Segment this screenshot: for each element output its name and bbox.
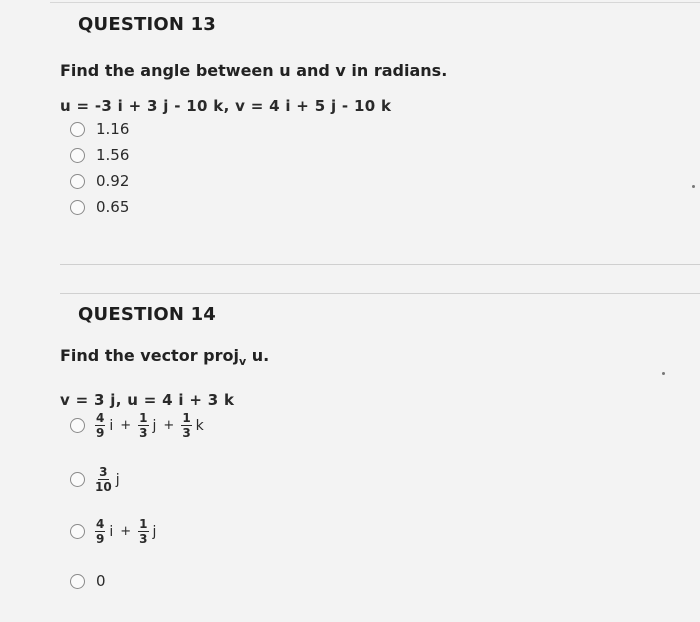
unit-vector: i: [109, 523, 114, 540]
radio-button[interactable]: [70, 524, 85, 539]
fraction: [138, 518, 148, 545]
prompt-subscript: v: [238, 355, 247, 369]
q13-option-2[interactable]: [70, 146, 129, 164]
unit-vector: j: [152, 523, 157, 540]
section-divider: [60, 264, 700, 265]
option-label: 1.16: [96, 120, 130, 138]
option-math: [93, 466, 122, 493]
denominator: 3: [139, 426, 148, 440]
question-13-title: QUESTION 13: [78, 14, 217, 35]
q13-option-4[interactable]: [70, 198, 129, 216]
plus-sign: +: [120, 418, 132, 433]
numerator: 1: [139, 517, 148, 531]
plus-sign: +: [120, 524, 132, 539]
denominator: 10: [95, 480, 112, 494]
stray-dot: [692, 185, 695, 188]
numerator: 1: [139, 411, 148, 425]
radio-button[interactable]: [70, 472, 85, 487]
fraction: [95, 466, 112, 493]
prompt-text: Find the vector proj: [60, 346, 239, 365]
option-math: [93, 412, 206, 439]
radio-button[interactable]: [70, 574, 85, 589]
unit-vector: k: [195, 417, 204, 434]
denominator: 9: [96, 532, 105, 546]
stray-dot: [662, 372, 665, 375]
numerator: 4: [96, 517, 105, 531]
q14-option-4[interactable]: [70, 572, 106, 590]
radio-button[interactable]: [70, 200, 85, 215]
unit-vector: j: [152, 417, 157, 434]
denominator: 3: [182, 426, 191, 440]
plus-sign: +: [163, 418, 175, 433]
unit-vector: i: [109, 417, 114, 434]
radio-button[interactable]: [70, 122, 85, 137]
question-14-prompt: [60, 346, 269, 368]
question-14-expression: v = 3 j, u = 4 i + 3 k: [60, 391, 235, 409]
prompt-text-end: u.: [246, 346, 270, 365]
q13-option-1[interactable]: [70, 120, 129, 138]
option-label: 0.92: [96, 172, 130, 190]
option-math: [93, 518, 158, 545]
question-13: [0, 0, 700, 265]
numerator: 1: [182, 411, 191, 425]
radio-button[interactable]: [70, 148, 85, 163]
radio-button[interactable]: [70, 174, 85, 189]
fraction: [95, 412, 105, 439]
denominator: 3: [139, 532, 148, 546]
q13-option-3[interactable]: [70, 172, 129, 190]
fraction: [181, 412, 191, 439]
denominator: 9: [96, 426, 105, 440]
question-13-prompt: Find the angle between u and v in radians.: [60, 61, 448, 80]
option-label: 0: [96, 572, 106, 590]
q14-option-3[interactable]: [70, 518, 158, 545]
fraction: [138, 412, 148, 439]
option-label: 1.56: [96, 146, 130, 164]
numerator: 3: [99, 465, 108, 479]
numerator: 4: [96, 411, 105, 425]
option-label: 0.65: [96, 198, 130, 216]
q14-option-2[interactable]: [70, 466, 122, 493]
question-14-title: QUESTION 14: [78, 304, 217, 325]
question-14: [0, 266, 700, 622]
unit-vector: j: [115, 471, 120, 488]
radio-button[interactable]: [70, 418, 85, 433]
q14-option-1[interactable]: [70, 412, 206, 439]
question-13-expression: u = -3 i + 3 j - 10 k, v = 4 i + 5 j - 10 k: [60, 97, 392, 115]
fraction: [95, 518, 105, 545]
